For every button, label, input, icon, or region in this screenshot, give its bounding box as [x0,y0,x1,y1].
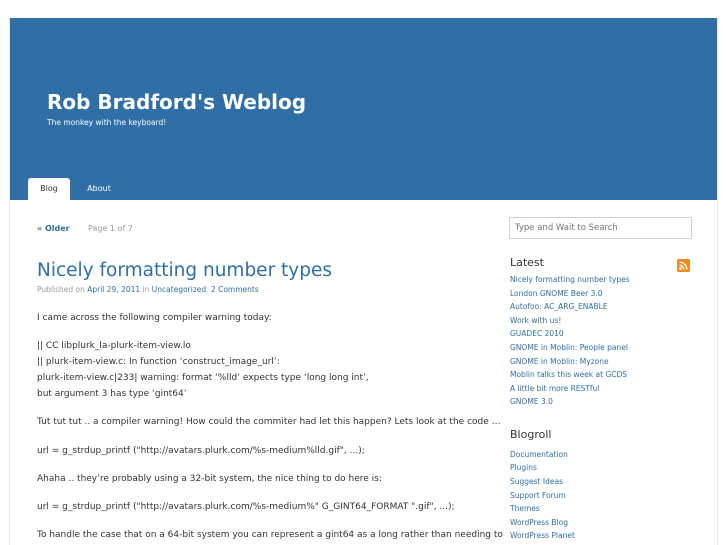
in-label: in [142,285,150,294]
latest-link[interactable]: Nicely formatting number types [510,275,630,284]
latest-link[interactable]: London GNOME Beer 3.0 [510,289,603,298]
code-line: url = g_strdup_printf ("http://avatars.plurk.com/%s-medium%" G_GINT64_FORMAT ".gif", ...); [37,502,455,512]
tab-about[interactable]: About [87,184,111,193]
meta-separator: . [206,285,209,294]
post-title[interactable]: Nicely formatting number types [37,260,333,281]
latest-link[interactable]: GNOME in Moblin: Myzone [510,357,609,366]
site-header [10,18,718,200]
rss-icon[interactable] [677,259,690,272]
code-line: plurk-item-view.c|233| warning: format ‘%lld’ expects type ‘long long int’, [37,373,369,383]
latest-heading: Latest [510,256,544,269]
blogroll-link[interactable]: WordPress Planet [510,531,575,540]
post-meta [37,285,259,294]
published-label: Published on [37,285,85,294]
code-line: || plurk-item-view.c: In function ‘construct_image_url’: [37,357,280,367]
code-line: url = g_strdup_printf ("http://avatars.plurk.com/%s-medium%lld.gif", ...); [37,446,365,456]
category-link[interactable]: Uncategorized [151,285,207,294]
code-line: but argument 3 has type ‘gint64’ [37,389,187,399]
post-paragraph: I came across the following compiler warning today: [37,313,272,323]
post-date-link[interactable]: April 29, 2011 [87,285,141,294]
site-title[interactable]: Rob Bradford's Weblog [47,90,307,114]
latest-link[interactable]: GUADEC 2010 [510,329,564,338]
older-link[interactable]: « Older [37,224,70,233]
latest-link[interactable]: A little bit more RESTful [510,384,600,393]
post-paragraph: Ahaha .. they’re probably using a 32-bit system, the nice thing to do here is: [37,474,382,484]
latest-link[interactable]: Work with us! [510,316,562,325]
latest-link[interactable]: Moblin talks this week at GCDS [510,370,628,379]
latest-link[interactable]: GNOME 3.0 [510,397,553,406]
post-paragraph: Tut tut tut .. a compiler warning! How could the commiter had let this happen? Lets look at the code … [37,417,501,427]
page-frame [9,18,718,545]
tab-blog[interactable]: Blog [28,178,70,200]
search-input[interactable] [509,217,692,239]
code-line: || CC libplurk_la-plurk-item-view.lo [37,341,191,351]
blogroll-heading: Blogroll [510,428,552,441]
latest-link[interactable]: GNOME in Moblin: People panel [510,343,628,352]
blogroll-link[interactable]: Plugins [510,463,537,472]
site-description: The monkey with the keyboard! [47,118,167,127]
blogroll-link[interactable]: Themes [510,504,540,513]
comments-link[interactable]: 2 Comments [210,285,259,294]
blogroll-link[interactable]: Suggest Ideas [510,477,563,486]
blogroll-link[interactable]: Support Forum [510,491,566,500]
latest-link[interactable]: Autofoo: AC_ARG_ENABLE [510,302,608,311]
top-strip [0,0,727,18]
page-indicator: Page 1 of 7 [88,224,133,233]
post-paragraph: To handle the case that on a 64-bit system you can represent a gint64 as a long rather than needing to [37,530,503,540]
blogroll-link[interactable]: Documentation [510,450,568,459]
blogroll-link[interactable]: WordPress Blog [510,518,568,527]
